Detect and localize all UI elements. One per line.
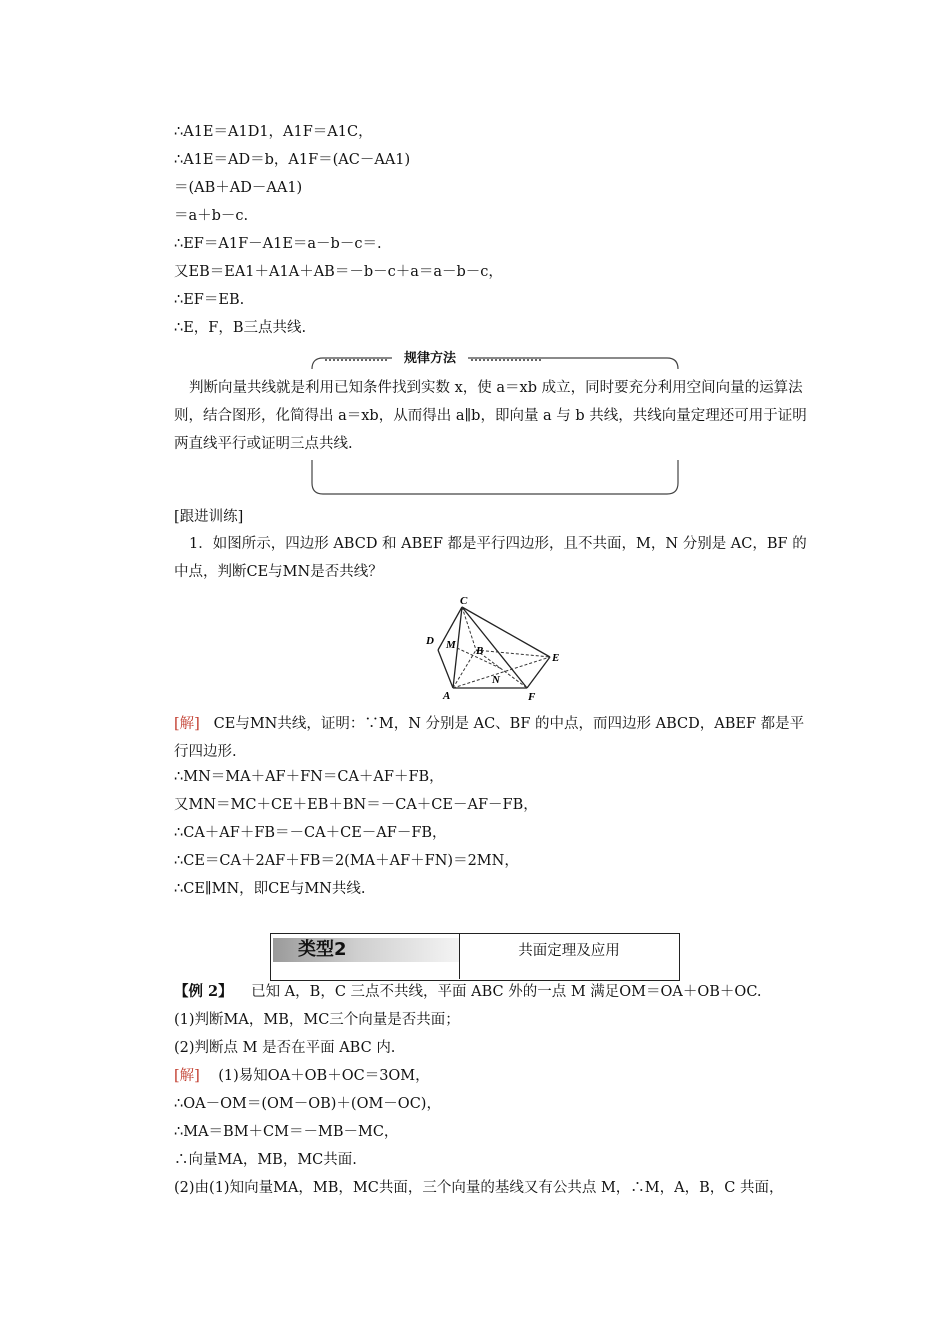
solution-line: ∴OA－OM＝(OM－OB)＋(OM－OC)，	[174, 1096, 441, 1112]
solution-line: ∴向量MA，MB，MC共面.	[174, 1152, 357, 1168]
exercise-1	[174, 530, 814, 586]
label-m: M	[446, 639, 456, 651]
method-box-title: 规律方法	[392, 350, 468, 368]
solution-line: ∴MN＝MA＋AF＋FN＝CA＋AF＋FB，	[174, 769, 444, 785]
solution-1-intro	[174, 710, 814, 766]
proof-line: ∴EF＝A1F－A1E＝a－b－c＝.	[174, 236, 382, 252]
solution-line: (2)由(1)知向量MA，MB，MC共面，三个向量的基线又有公共点 M，∴M，A，B，C 共面，	[174, 1180, 784, 1196]
proof-line: ∴A1E＝A1D1，A1F＝A1C，	[174, 124, 373, 140]
solution-line: ∴CE＝CA＋2AF＋FB＝2(MA＋AF＋FN)＝2MN，	[174, 853, 519, 869]
solution-line: ∴CE∥MN，即CE与MN共线.	[174, 881, 366, 897]
solution-2-first	[174, 1066, 430, 1086]
proof-line: ∴EF＝EB.	[174, 292, 245, 308]
label-f: F	[528, 691, 536, 703]
label-b: B	[476, 645, 484, 657]
example-question-1: (1)判断MA，MB，MC三个向量是否共面；	[174, 1012, 460, 1028]
proof-line: ＝a＋b－c.	[174, 208, 249, 224]
method-box-text	[174, 374, 814, 458]
proof-line: ＝(AB＋AD－AA1)	[174, 180, 303, 196]
solution-2-first-text: (1)易知OA＋OB＋OC＝3OM，	[218, 1068, 430, 1084]
solution-line: ∴CA＋AF＋FB＝－CA＋CE－AF－FB，	[174, 825, 447, 841]
example-tag: 【例 2】	[174, 983, 233, 1000]
solution-tag: [解]	[174, 1068, 200, 1084]
label-n: N	[492, 674, 500, 686]
geometry-figure	[420, 594, 570, 704]
solution-1-intro-text: CE与MN共线，证明：∵M，N 分别是 AC、BF 的中点，而四边形 ABCD，ABEF 都是平行四边形.	[174, 716, 805, 760]
training-header: [跟进训练]	[174, 509, 244, 525]
proof-line: ∴E，F，B三点共线.	[174, 320, 307, 336]
example-question-2: (2)判断点 M 是否在平面 ABC 内.	[174, 1040, 396, 1056]
exercise-1-text: 1．如图所示，四边形 ABCD 和 ABEF 都是平行四边形，且不共面，M，N 分别是 AC，BF 的中点，判断CE与MN是否共线？	[174, 536, 807, 580]
solution-line: 又MN＝MC＋CE＋EB＋BN＝－CA＋CE－AF－FB，	[174, 797, 538, 813]
solution-line: ∴MA＝BM＋CM＝－MB－MC，	[174, 1124, 399, 1140]
example-2	[174, 982, 762, 1002]
solution-tag: [解]	[174, 716, 200, 732]
method-text: 判断向量共线就是利用已知条件找到实数 x，使 a＝xb 成立，同时要充分利用空间向量的运算法则，结合图形，化简得出 a＝xb，从而得出 a∥b，即向量 a 与 b 共线，共线向量定理还可用于证明两直线平行或证明三点共线.	[174, 380, 807, 452]
type-title: 共面定理及应用	[518, 943, 620, 959]
example-2-text: 已知 A，B，C 三点不共线，平面 ABC 外的一点 M 满足OM＝OA＋OB＋OC.	[251, 984, 762, 1000]
type-label: 类型2	[298, 939, 347, 960]
label-c: C	[460, 595, 468, 607]
label-e: E	[552, 652, 560, 664]
label-a: A	[443, 690, 451, 702]
proof-line: 又EB＝EA1＋A1A＋AB＝－b－c＋a＝a－b－c，	[174, 264, 503, 280]
proof-line: ∴A1E＝AD＝b，A1F＝(AC－AA1)	[174, 152, 411, 168]
label-d: D	[426, 635, 434, 647]
